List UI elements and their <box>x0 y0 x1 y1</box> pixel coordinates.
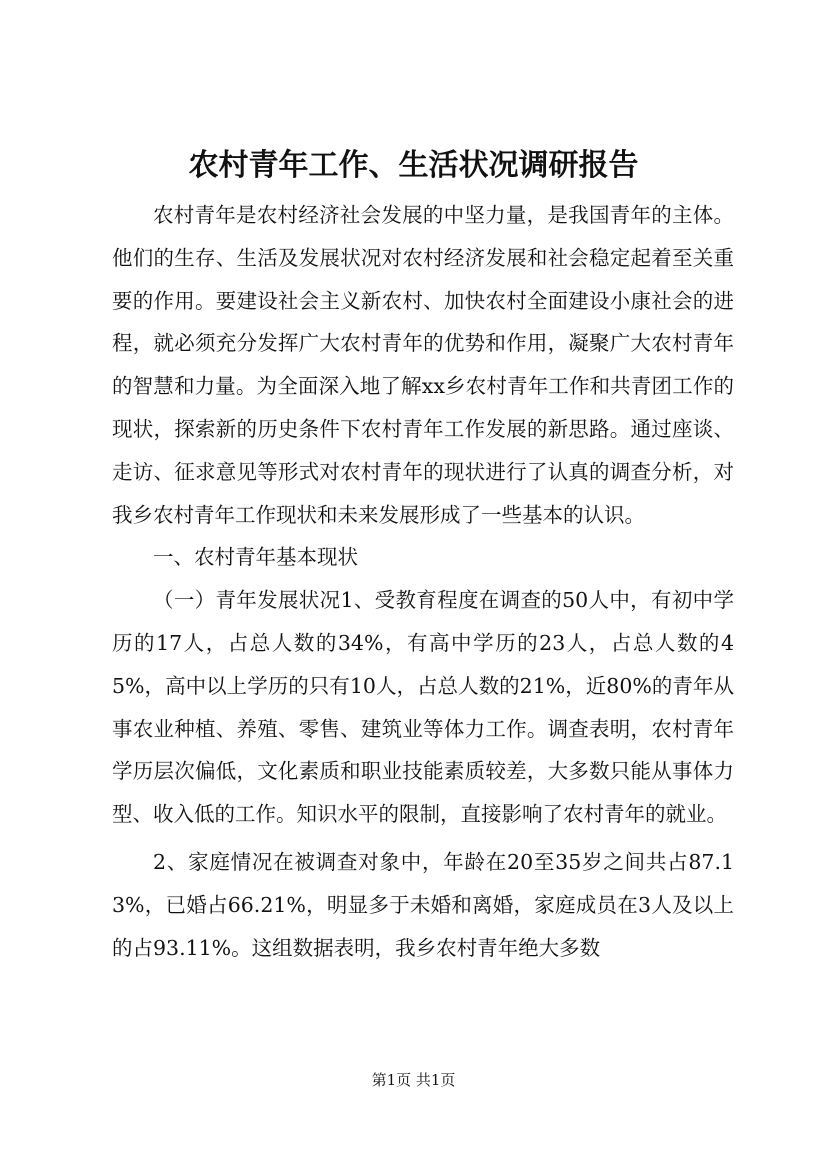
page-footer: 第1页 共1页 <box>371 1071 456 1089</box>
paragraph-education: （一）青年发展状况1、受教育程度在调查的50人中，有初中学历的17人，占总人数的34%，有高中学历的23人，占总人数的45%，高中以上学历的只有10人，占总人数的21%，近80%的青年从事农业种植、养殖、零售、建筑业等体力工作。调查表明，农村青年学历层次偏低，文化素质和职业技能素质较差，大多数只能从事体力型、收入低的工作。知识水平的限制，直接影响了农村青年的就业。 <box>112 588 734 827</box>
paragraph-intro: 农村青年是农村经济社会发展的中坚力量，是我国青年的主体。他们的生存、生活及发展状况对农村经济发展和社会稳定起着至关重要的作用。要建设社会主义新农村、加快农村全面建设小康社会的进程，就必须充分发挥广大农村青年的优势和作用，凝聚广大农村青年的智慧和力量。为全面深入地了解xx乡农村青年工作和共青团工作的现状，探索新的历史条件下农村青年工作发展的新思路。通过座谈、走访、征求意见等形式对农村青年的现状进行了认真的调查分析，对我乡农村青年工作现状和未来发展形成了一些基本的认识。 <box>112 203 734 527</box>
document-body <box>112 194 734 969</box>
paragraph-family: 2、家庭情况在被调查对象中，年龄在20至35岁之间共占87.13%，已婚占66.21%，明显多于未婚和离婚，家庭成员在3人及以上的占93.11%。这组数据表明，我乡农村青年绝大多数 <box>112 849 734 960</box>
document-title: 农村青年工作、生活状况调研报告 <box>188 148 639 183</box>
section-heading: 一、农村青年基本现状 <box>153 545 358 570</box>
